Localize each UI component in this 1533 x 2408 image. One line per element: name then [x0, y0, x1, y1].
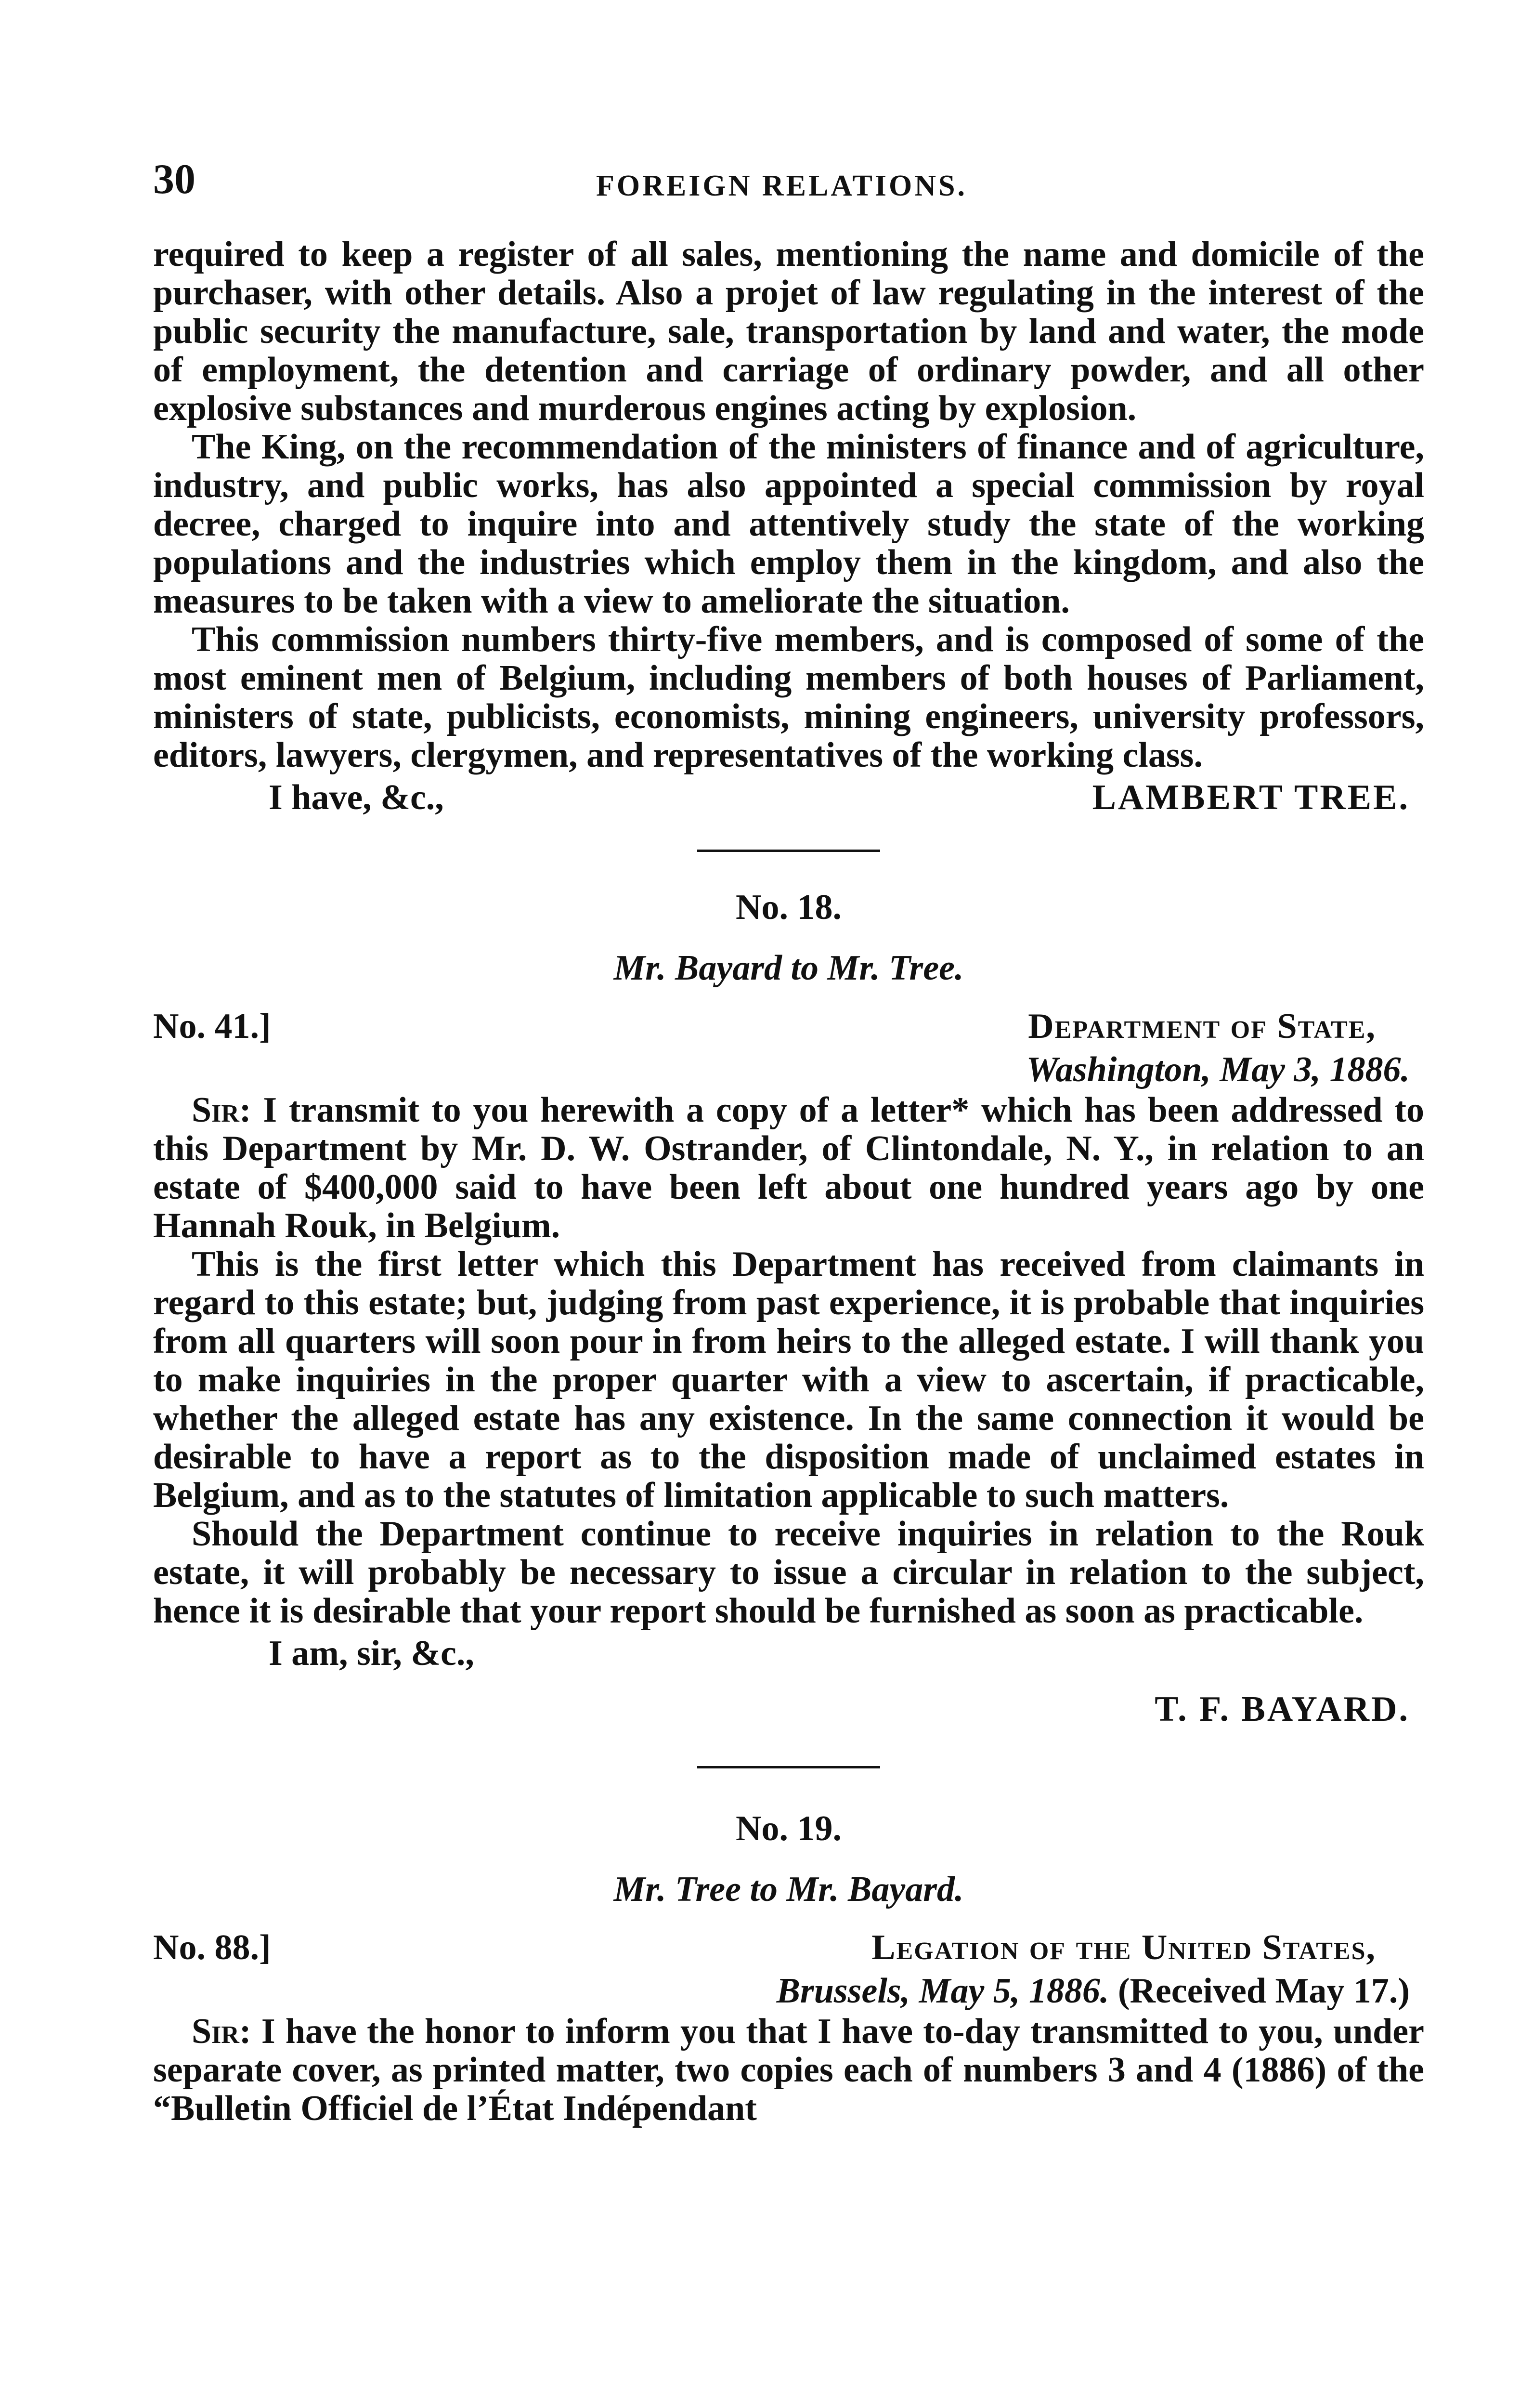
- paragraph: [153, 1091, 1424, 1245]
- salutation: Sir:: [192, 1090, 251, 1130]
- running-head: FOREIGN RELATIONS.: [596, 170, 967, 202]
- document-title: Mr. Bayard to Mr. Tree.: [613, 948, 964, 988]
- dispatch-19: [153, 1807, 1424, 2128]
- page-body: [153, 235, 1424, 2128]
- page-number: 30: [153, 156, 195, 203]
- page-header: [153, 153, 1424, 206]
- document-number: No. 19.: [736, 1809, 842, 1848]
- signoff: [153, 1630, 1424, 1676]
- place-date-line: [153, 1970, 1424, 2012]
- paragraph: [153, 2012, 1424, 2128]
- dispatch-line: [153, 1004, 1424, 1048]
- paragraph-text: I have the honor to inform you that I have to-day transmitted to you, under separate cover, as printed matter, two copies each of numbers 3 and 4 (1886) of the “Bulletin Officiel de l’État Indépendant: [153, 2012, 1424, 2128]
- paragraph-text: I transmit to you herewith a copy of a letter* which has been addressed to this Department by Mr. D. W. Ostrander, of Clintondale, N. Y., in relation to an estate of $400,000 said to have been left about one hundred years ago by one Hannah Rouk, in Belgium.: [153, 1090, 1425, 1245]
- closing: I am, sir, &c.,: [269, 1634, 474, 1673]
- sender-office: Department of State,: [1028, 1007, 1376, 1046]
- paragraph: The King, on the recommendation of the ministers of finance and of agriculture, industry, and public works, has also appointed a special commission by royal decree, charged to inquire into and attentively study the state of the working populations and the industries which employ them in the kingdom, and also the measures to be taken with a view to ameliorate the situation.: [153, 427, 1424, 621]
- signature-line: [153, 1686, 1424, 1732]
- paragraph: required to keep a register of all sales, mentioning the name and domicile of the purchaser, with other details. Also a projet of law regulating in the interest of the public security the manufacture, sale, transportation by land and water, the mode of employment, the detention and carriage of ordinary powder, and all other explosive substances and murderous engines acting by explosion.: [153, 235, 1424, 428]
- place-date-line: [153, 1048, 1424, 1091]
- place-date: Brussels, May 5, 1886.: [776, 1971, 1109, 2011]
- sender-office: Legation of the United States,: [871, 1928, 1376, 1967]
- signer: T. F. BAYARD.: [1155, 1689, 1410, 1729]
- dispatch-number: No. 41.]: [153, 1007, 271, 1046]
- place-date: Washington, May 3, 1886.: [1026, 1050, 1410, 1089]
- signer: LAMBERT TREE.: [1092, 778, 1410, 817]
- document-title: Mr. Tree to Mr. Bayard.: [613, 1870, 964, 1909]
- received-date: (Received May 17.): [1117, 1971, 1410, 2011]
- previous-dispatch-continuation: [153, 235, 1424, 821]
- dispatch-number: No. 88.]: [153, 1928, 271, 1967]
- dispatch-line: [153, 1925, 1424, 1970]
- paragraph: This is the first letter which this Department has received from claimants in regard to this estate; but, judging from past experience, it is probable that inquiries from all quarters will soon pour in from heirs to the alleged estate. I will thank you to make inquiries in the proper quarter with a view to ascertain, if practicable, whether the alleged estate has any existence. In the same connection it would be desirable to have a report as to the disposition made of unclaimed estates in Belgium, and as to the statutes of limitation applicable to such matters.: [153, 1244, 1424, 1515]
- signoff: [153, 774, 1424, 821]
- closing: I have, &c.,: [269, 778, 444, 817]
- salutation: Sir:: [192, 2012, 251, 2051]
- paragraph: This commission numbers thirty-five members, and is composed of some of the most eminent men of Belgium, including members of both houses of Parliament, ministers of state, publicists, economists, mining engineers, university professors, editors, lawyers, clergymen, and representatives of the working class.: [153, 620, 1424, 775]
- place-date-group: [777, 1970, 1410, 2012]
- paragraph: Should the Department continue to receive inquiries in relation to the Rouk estate, it will probably be necessary to issue a circular in relation to the subject, hence it is desirable that your report should be furnished as soon as practicable.: [153, 1514, 1424, 1631]
- document-number: No. 18.: [736, 888, 842, 927]
- dispatch-18: [153, 886, 1424, 1732]
